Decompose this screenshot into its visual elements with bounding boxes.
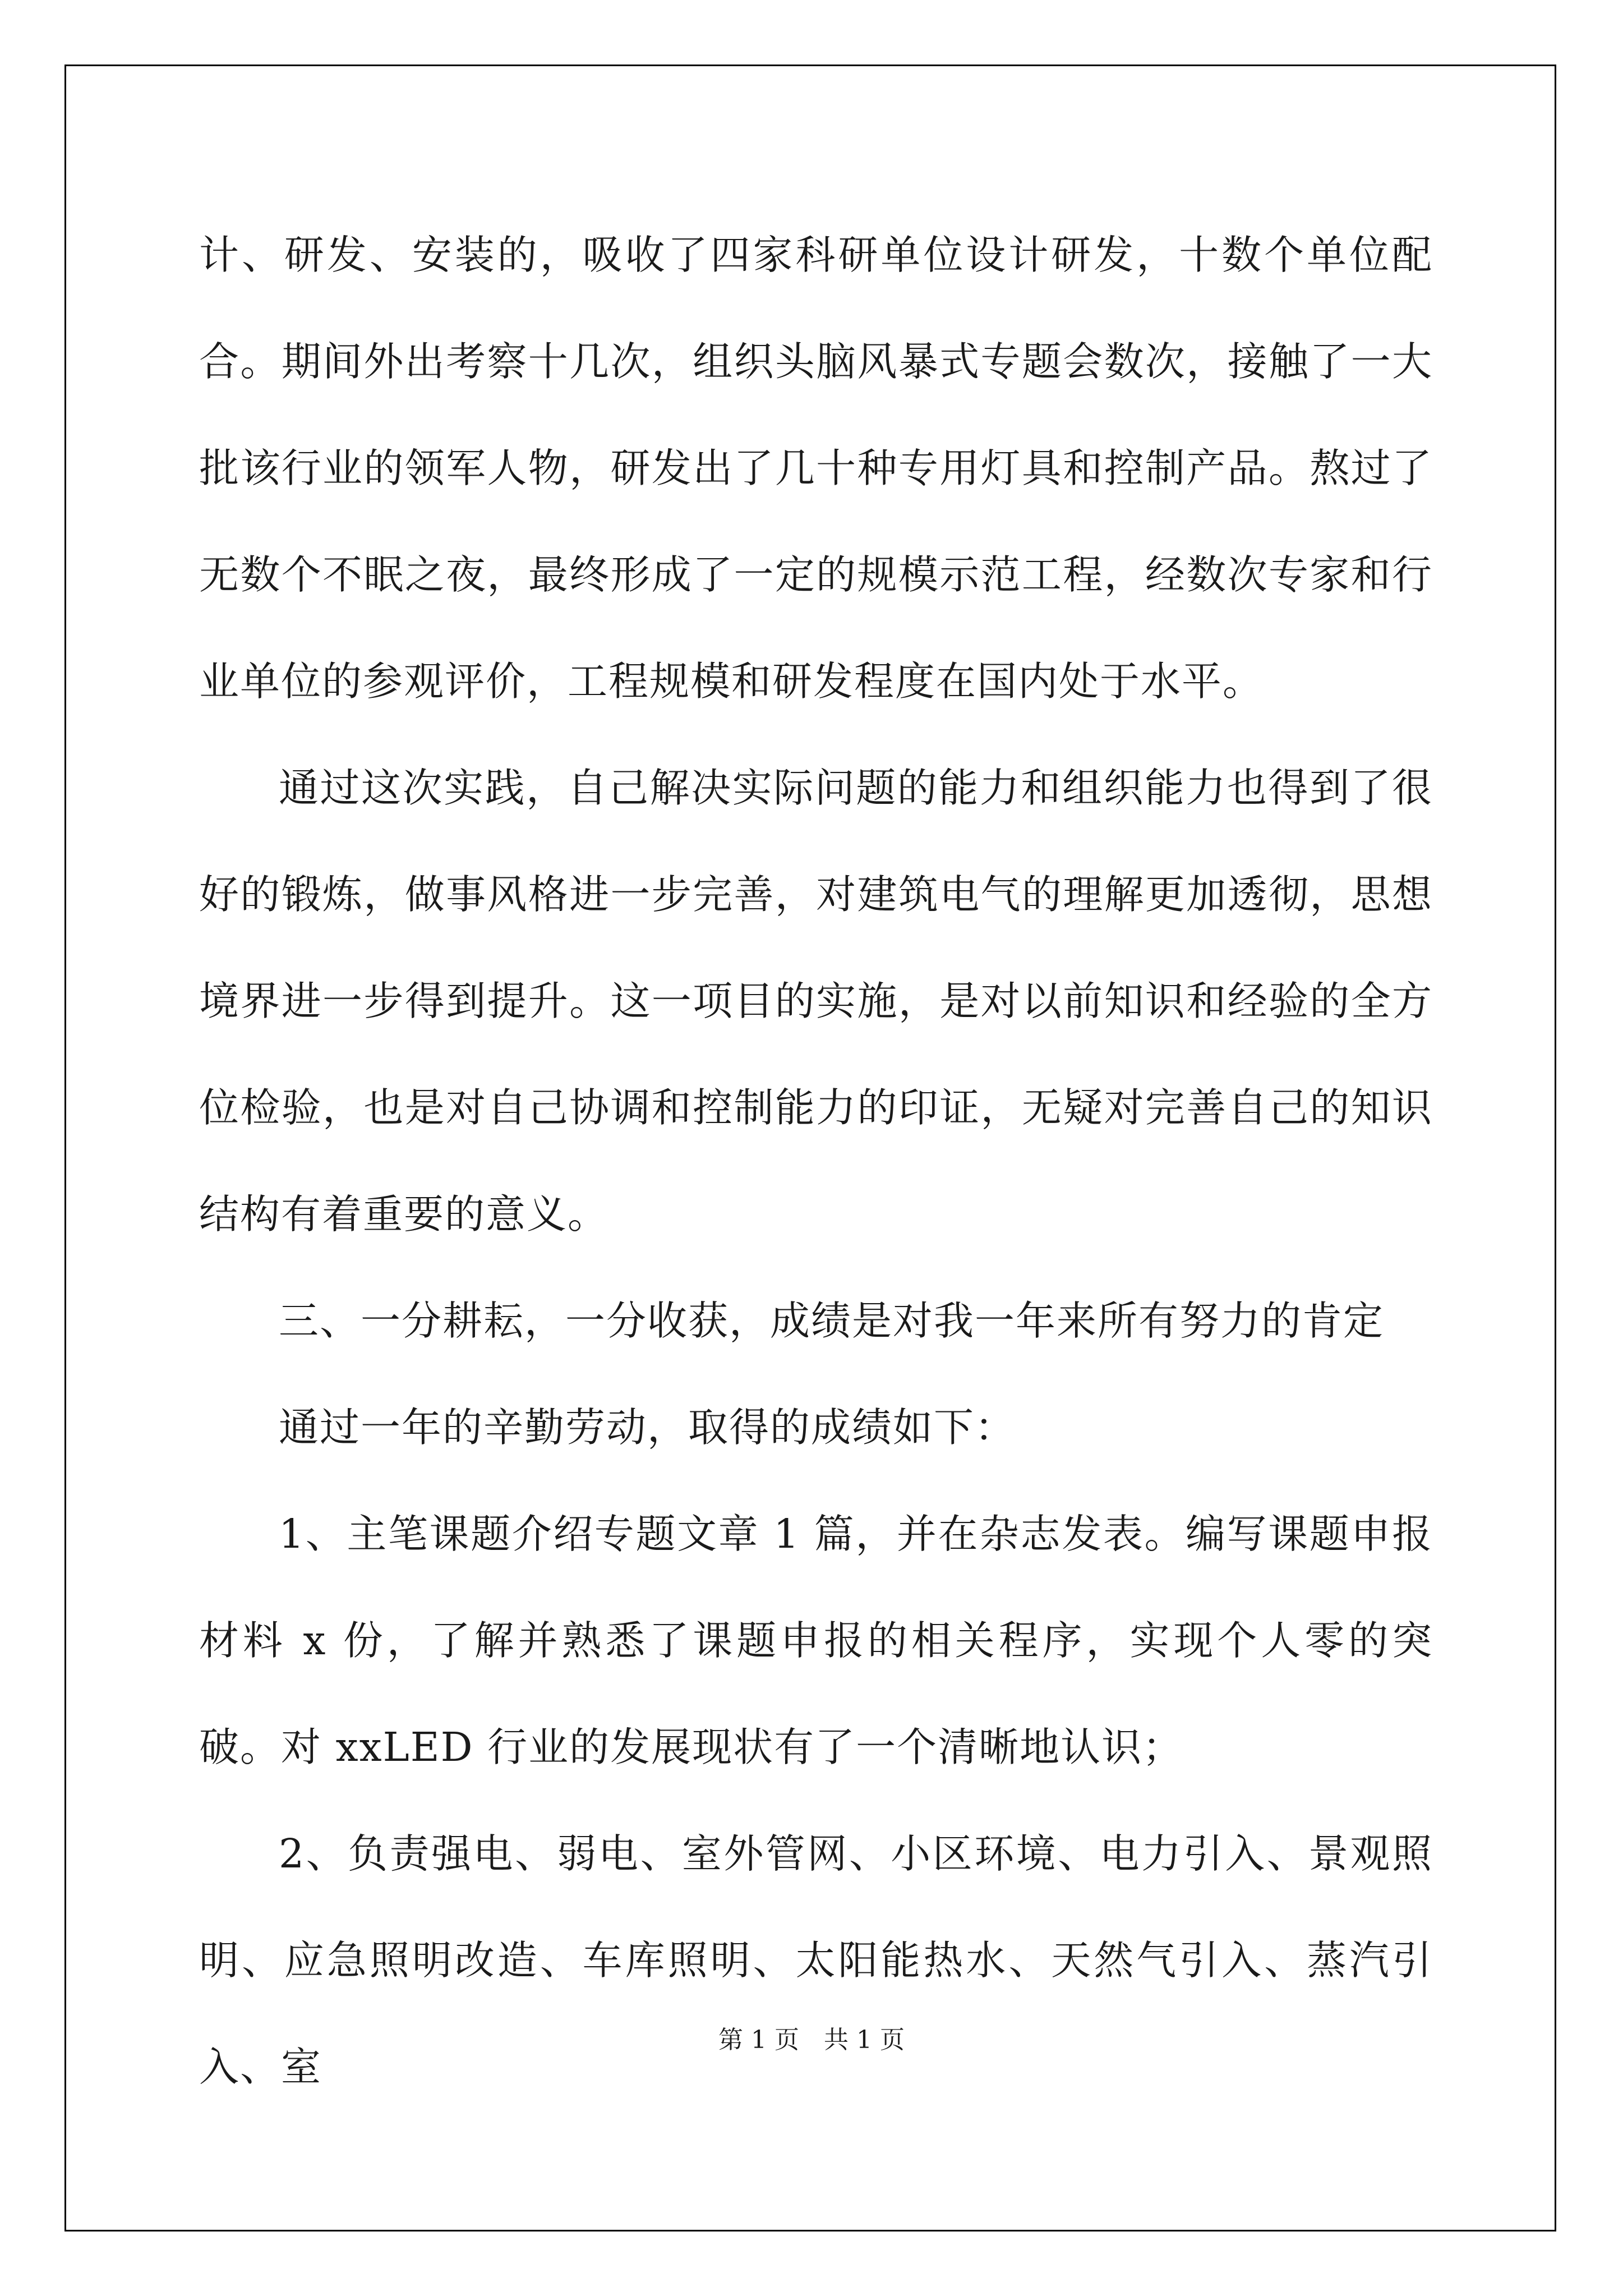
paragraph-4: 通过一年的辛勤劳动，取得的成绩如下： bbox=[279, 1404, 1016, 1451]
section-heading-3: 三、一分耕耘，一分收获，成绩是对我一年来所有努力的肯定 bbox=[279, 1297, 1385, 1344]
paragraph-1: 计、研发、安装的，吸收了四家科研单位设计研发，十数个单位配合。期间外出考察十几次，组织头脑风暴式专题会数次，接触了一大批该行业的领军人物，研发出了几十种专用灯具和控制产品。熬过了无数个不眠之夜，最终形成了一定的规模示范工程，经数次专家和行业单位的参观评价，工程规模和研发程度在国内处于水平。 bbox=[199, 232, 1433, 705]
document-body bbox=[199, 202, 1433, 2120]
list-item-2: 2、负责强电、弱电、室外管网、小区环境、电力引入、景观照明、应急照明改造、车库照明、太阳能热水、天然气引入、蒸汽引入、室 bbox=[199, 1830, 1433, 2090]
list-item-1: 1、主笔课题介绍专题文章 1 篇，并在杂志发表。编写课题申报材料 x 份，了解并熟悉了课题申报的相关程序，实现个人零的突破。对 xxLED 行业的发展现状有了一个清晰地认识； bbox=[199, 1511, 1433, 1770]
paragraph-2: 通过这次实践，自己解决实际问题的能力和组织能力也得到了很好的锻炼，做事风格进一步完善，对建筑电气的理解更加透彻，思想境界进一步得到提升。这一项目的实施，是对以前知识和经验的全方位检验，也是对自己协调和控制能力的印证，无疑对完善自己的知识结构有着重要的意义。 bbox=[199, 765, 1433, 1237]
page-footer: 第 1 页 共 1 页 bbox=[718, 2026, 905, 2054]
